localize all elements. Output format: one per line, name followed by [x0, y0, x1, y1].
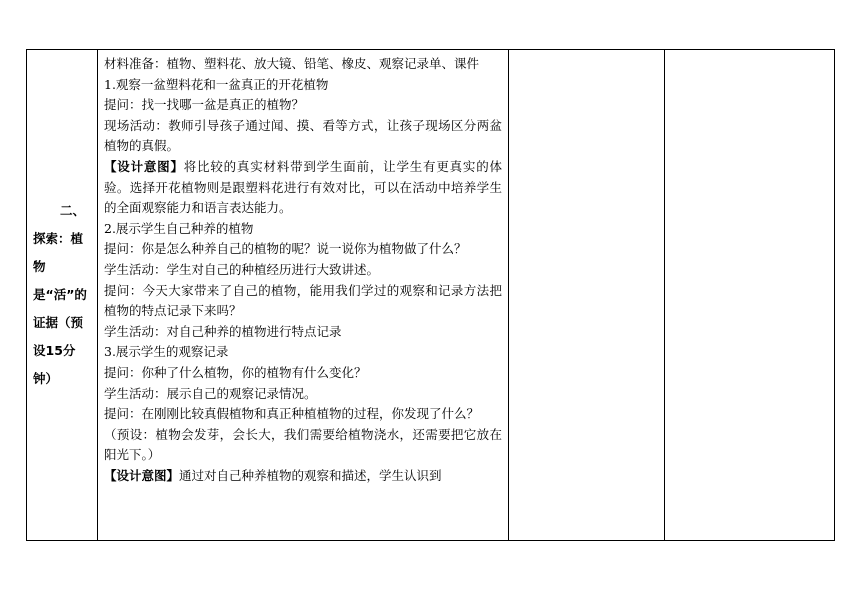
table-row [27, 50, 835, 541]
section-2-activity-1: 学生活动：学生对自己的种植经历进行大致讲述。 [104, 261, 380, 277]
design-intent-text: 将比较的真实材料带到学生面前，让学生有更真实的体验。选择开花植物则是跟塑料花进行有效对比，可以在活动中培养学生的全面观察能力和语言表达能力。 [104, 158, 502, 216]
section-3-activity-1: 学生活动：展示自己的观察记录情况。 [104, 385, 317, 401]
materials-text: 材料准备：植物、塑料花、放大镜、铅笔、橡皮、观察记录单、课件 [104, 56, 480, 71]
design-intent-tag: 【设计意图】 [104, 467, 180, 483]
section-3-title: 3.展示学生的观察记录 [104, 344, 229, 360]
section-2-title: 2.展示学生自己种养的植物 [104, 220, 254, 236]
section-1-design-intent [104, 157, 502, 219]
section-2-activity-2: 学生活动：对自己种养的植物进行特点记录 [104, 323, 342, 339]
design-intent-text: 通过对自己种养植物的观察和描述，学生认识到 [179, 467, 442, 483]
design-intent-tag: 【设计意图】 [104, 158, 184, 174]
section-3-preset: （预设：植物会发芽，会长大，我们需要给植物浇水，还需要把它放在阳光下。） [104, 426, 502, 463]
section-3-design-intent [104, 466, 502, 487]
section-3-question-1: 提问：你种了什么植物，你的植物有什么变化？ [104, 364, 367, 380]
section-1-title: 1.观察一盆塑料花和一盆真正的开花植物 [104, 76, 329, 92]
section-3-question-2: 提问：在刚刚比较真假植物和真正种植植物的过程，你发现了什么？ [104, 406, 480, 422]
empty-cell-3 [509, 50, 665, 541]
empty-cell-4 [665, 50, 835, 541]
section-2-question-2: 提问：今天大家带来了自己的植物，能用我们学过的观察和记录方法把植物的特点记录下来吗？ [104, 282, 502, 319]
stage-number: 二、 [59, 203, 85, 218]
stage-cell [27, 50, 98, 541]
content-cell [98, 50, 509, 541]
stage-title: 探索：植物是“活”的证据（预设15分钟） [33, 231, 87, 386]
section-2-question-1: 提问：你是怎么种养自己的植物的呢？说一说你为植物做了什么？ [104, 241, 467, 257]
section-1-activity: 现场活动：教师引导孩子通过闻、摸、看等方式，让孩子现场区分两盆植物的真假。 [104, 117, 502, 154]
lesson-plan-table [26, 49, 835, 541]
section-1-question: 提问：找一找哪一盆是真正的植物？ [104, 97, 305, 113]
